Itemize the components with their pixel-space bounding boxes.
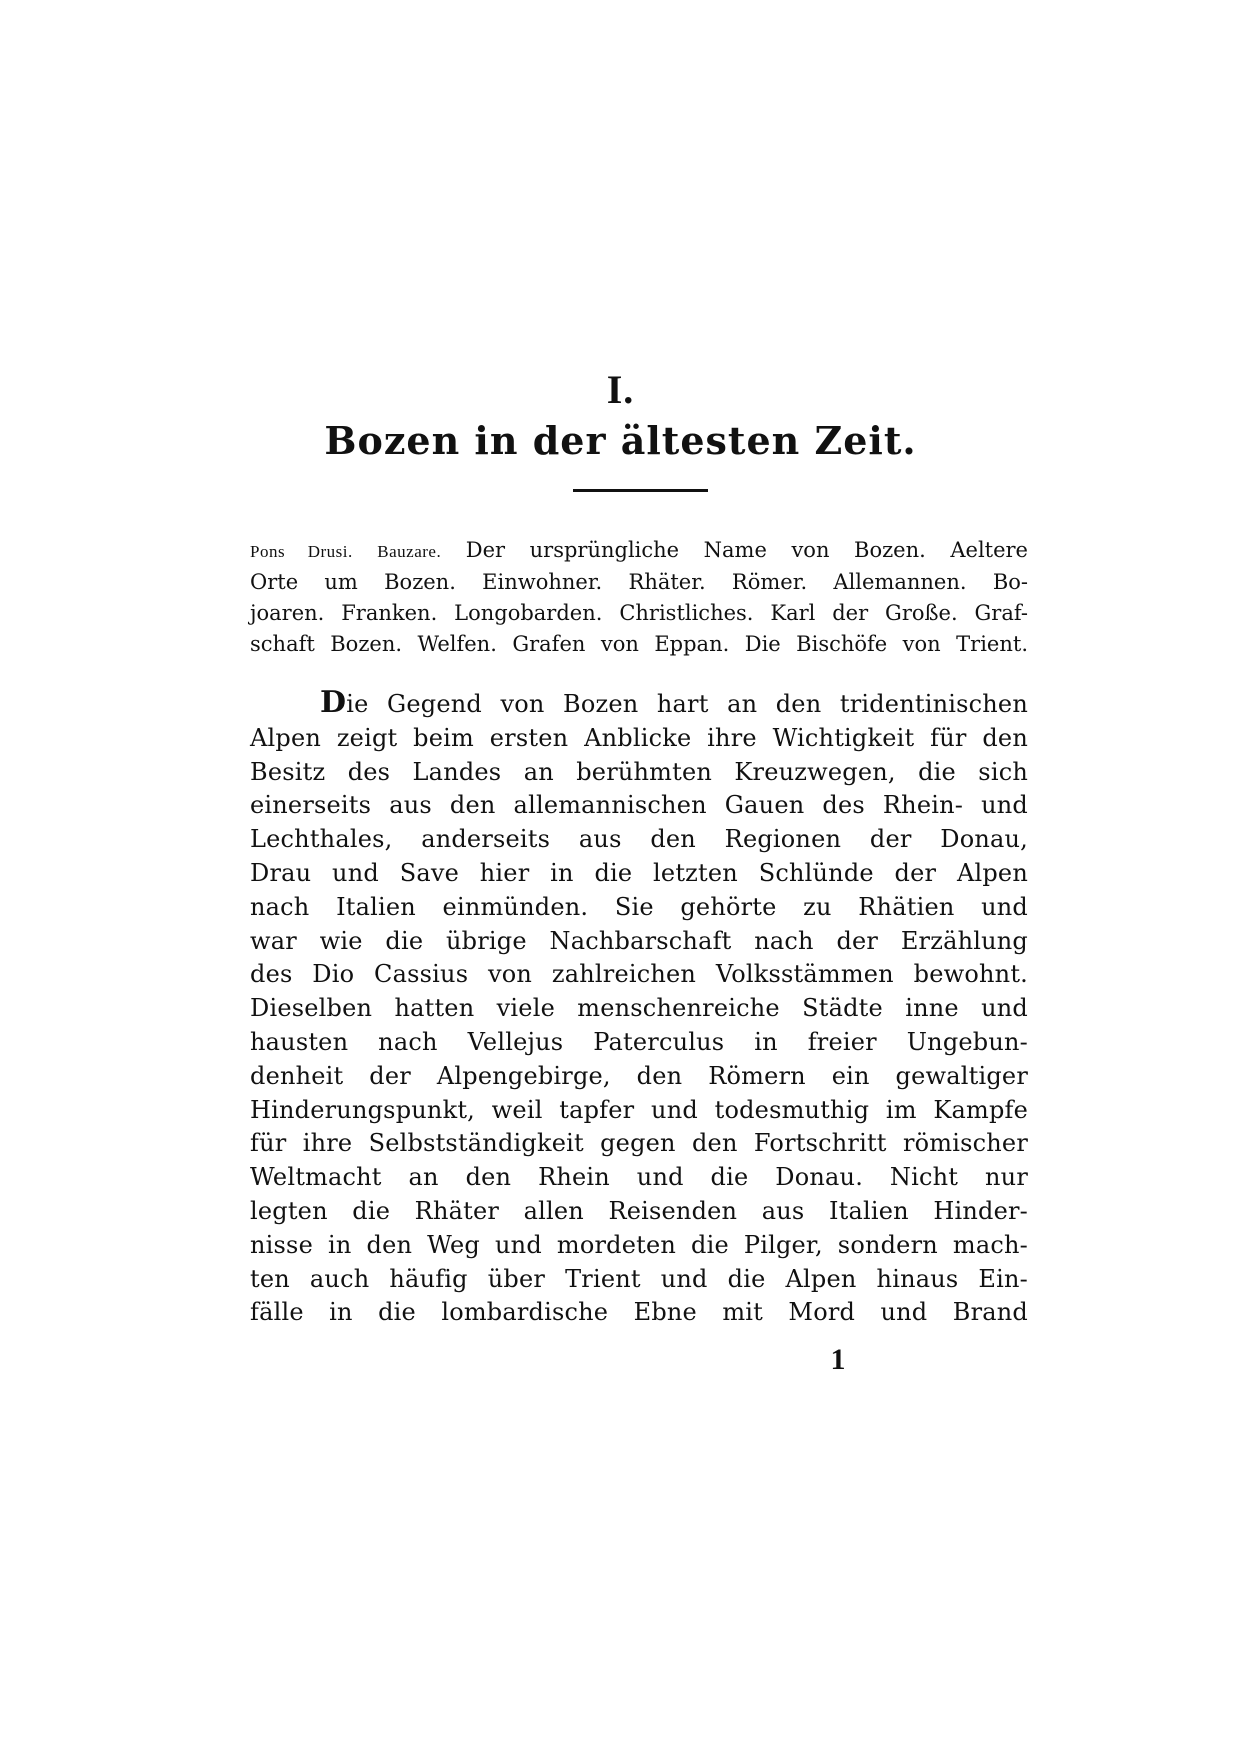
summary-line: Orte um Bozen. Einwohner. Rhäter. Römer. Allemannen. Bo- (250, 570, 1028, 594)
summary-line: schaft Bozen. Welfen. Grafen von Eppan. Die Bischöfe von Trient. (250, 632, 1028, 656)
body-line: Drau und Save hier in die letzten Schlünde der Alpen (250, 858, 1028, 887)
body-line: Dieselben hatten viele menschenreiche Städte inne und (250, 994, 1028, 1023)
body-line: Weltmacht an den Rhein und die Donau. Nicht nur (250, 1163, 1028, 1192)
body-line: Besitz des Landes an berühmten Kreuzwegen, die sich (250, 757, 1028, 786)
body-line: für ihre Selbstständigkeit gegen den Fortschritt römischer (250, 1129, 1028, 1158)
chapter-summary (250, 535, 1028, 660)
body-line: des Dio Cassius von zahlreichen Volksstämmen bewohnt. (250, 960, 1028, 989)
body-line: hausten nach Vellejus Paterculus in freier Ungebun- (250, 1027, 1028, 1056)
drop-cap: D (320, 685, 347, 720)
chapter-title: Bozen in der ältesten Zeit. (324, 418, 917, 463)
body-line: Lechthales, anderseits aus den Regionen der Donau, (250, 825, 1028, 854)
body-line: nisse in den Weg und mordeten die Pilger, sondern mach- (250, 1230, 1028, 1259)
title-divider (573, 489, 708, 492)
body-line: Alpen zeigt beim ersten Anblicke ihre Wichtigkeit für den (250, 723, 1028, 752)
chapter-number: I. (606, 367, 635, 412)
summary-latin-term: Bauzare. (377, 542, 442, 561)
summary-latin-term: Pons Drusi. (250, 542, 353, 561)
body-line: Hinderungspunkt, weil tapfer und todesmuthig im Kampfe (250, 1095, 1028, 1124)
body-line: einerseits aus den allemannischen Gauen des Rhein- und (250, 791, 1028, 820)
summary-text: Der ursprüngliche Name von Bozen. Aeltere (465, 538, 1028, 562)
summary-line (250, 535, 1028, 567)
body-text (250, 686, 1028, 1330)
body-line: legten die Rhäter allen Reisenden aus Italien Hinder- (250, 1196, 1028, 1225)
body-line: fälle in die lombardische Ebne mit Mord und Brand (250, 1298, 1028, 1327)
body-line (250, 686, 1028, 722)
body-line: denheit der Alpengebirge, den Römern ein gewaltiger (250, 1061, 1028, 1090)
body-line-text: ie Gegend von Bozen hart an den tridentinischen (346, 690, 1028, 718)
body-line: war wie die übrige Nachbarschaft nach der Erzählung (250, 926, 1028, 955)
page-number: 1 (830, 1343, 846, 1376)
body-line: nach Italien einmünden. Sie gehörte zu Rhätien und (250, 892, 1028, 921)
body-line: ten auch häufig über Trient und die Alpen hinaus Ein- (250, 1264, 1028, 1293)
summary-line: joaren. Franken. Longobarden. Christliches. Karl der Große. Graf- (250, 601, 1028, 625)
